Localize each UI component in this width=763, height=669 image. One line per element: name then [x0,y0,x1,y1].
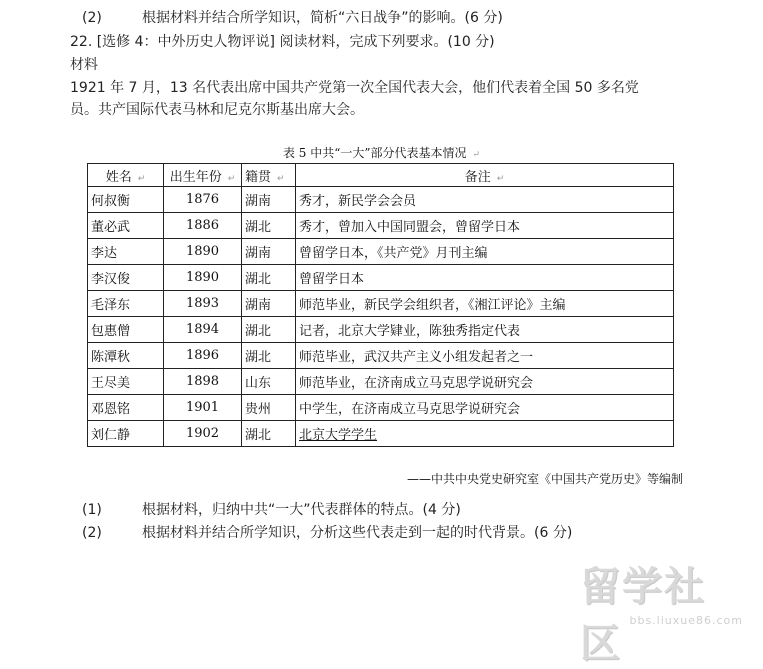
question-22-title: 22. [选修 4：中外历史人物评说] 阅读材料，完成下列要求。(10 分) [70,34,495,50]
cell-year: 1901 [164,395,242,421]
table-row [88,317,674,343]
cell-notes: 师范毕业，在济南成立马克思学说研究会 [296,369,674,395]
cell-year: 1876 [164,187,242,213]
cell-name: 邓恩铭 [88,395,164,421]
material-paragraph-line1: 1921 年 7 月，13 名代表出席中国共产党第一次全国代表大会，他们代表着全国 50 多名党 [70,80,639,96]
table-row [88,395,674,421]
cell-name: 陈潭秋 [88,343,164,369]
cell-notes: 曾留学日本，《共产党》月刊主编 [296,239,674,265]
table-row [88,369,674,395]
question-text: 根据材料并结合所学知识，简析“六日战争”的影响。(6 分) [142,10,503,26]
cell-origin: 山东 [242,369,296,395]
site-watermark [580,555,745,667]
question-1 [82,500,461,520]
cell-origin: 湖北 [242,343,296,369]
cell-origin: 湖北 [242,317,296,343]
table-row [88,291,674,317]
cell-name: 刘仁静 [88,421,164,447]
header-notes: 备注 ↵ [296,164,674,187]
table-row [88,421,674,447]
cell-notes: 北京大学学生 [296,421,674,447]
cell-origin: 湖南 [242,239,296,265]
cell-name: 董必武 [88,213,164,239]
question-number: (2) [82,525,102,541]
cell-year: 1890 [164,239,242,265]
table-row [88,187,674,213]
table-row [88,265,674,291]
cell-name: 李汉俊 [88,265,164,291]
cell-year: 1894 [164,317,242,343]
cell-origin: 湖北 [242,421,296,447]
cell-notes: 师范毕业，武汉共产主义小组发起者之一 [296,343,674,369]
cell-name: 毛泽东 [88,291,164,317]
cell-name: 王尽美 [88,369,164,395]
header-name: 姓名 ↵ [88,164,164,187]
cell-name: 包惠僧 [88,317,164,343]
representatives-table [87,163,674,447]
table-source: ——中共中央党史研究室《中国共产党历史》等编制 [406,472,683,486]
question-text: 根据材料并结合所学知识，分析这些代表走到一起的时代背景。(6 分) [142,525,573,541]
question-number: (2) [82,10,102,26]
table-caption: 表 5 中共“一大”部分代表基本情况 ↵ [282,146,481,160]
cell-notes: 曾留学日本 [296,265,674,291]
question-2 [82,523,572,543]
cell-notes: 秀才，曾加入中国同盟会，曾留学日本 [296,213,674,239]
cell-name: 李达 [88,239,164,265]
cell-origin: 湖北 [242,213,296,239]
question-2-prev [82,8,503,28]
header-year: 出生年份 ↵ [164,164,242,187]
cell-notes: 秀才，新民学会会员 [296,187,674,213]
cell-notes: 中学生，在济南成立马克思学说研究会 [296,395,674,421]
watermark-url: bbs.liuxue86.com [629,614,743,627]
cell-year: 1890 [164,265,242,291]
cell-notes: 记者，北京大学肄业，陈独秀指定代表 [296,317,674,343]
cell-year: 1902 [164,421,242,447]
question-number: (1) [82,502,102,518]
table-header-row [88,164,674,187]
question-text: 根据材料，归纳中共“一大”代表群体的特点。(4 分) [142,502,461,518]
cell-notes: 师范毕业，新民学会组织者，《湘江评论》主编 [296,291,674,317]
table-row [88,213,674,239]
material-label: 材料 [70,57,98,73]
cell-origin: 贵州 [242,395,296,421]
cell-year: 1896 [164,343,242,369]
cell-origin: 湖南 [242,187,296,213]
header-origin: 籍贯 ↵ [242,164,296,187]
table-row [88,239,674,265]
cell-name: 何叔衡 [88,187,164,213]
cell-origin: 湖北 [242,265,296,291]
material-paragraph-line2: 员。共产国际代表马林和尼克尔斯基出席大会。 [70,102,364,118]
cell-year: 1898 [164,369,242,395]
cell-origin: 湖南 [242,291,296,317]
cell-year: 1893 [164,291,242,317]
cell-year: 1886 [164,213,242,239]
table-row [88,343,674,369]
watermark-logo-text: 留学社区 [580,564,706,667]
